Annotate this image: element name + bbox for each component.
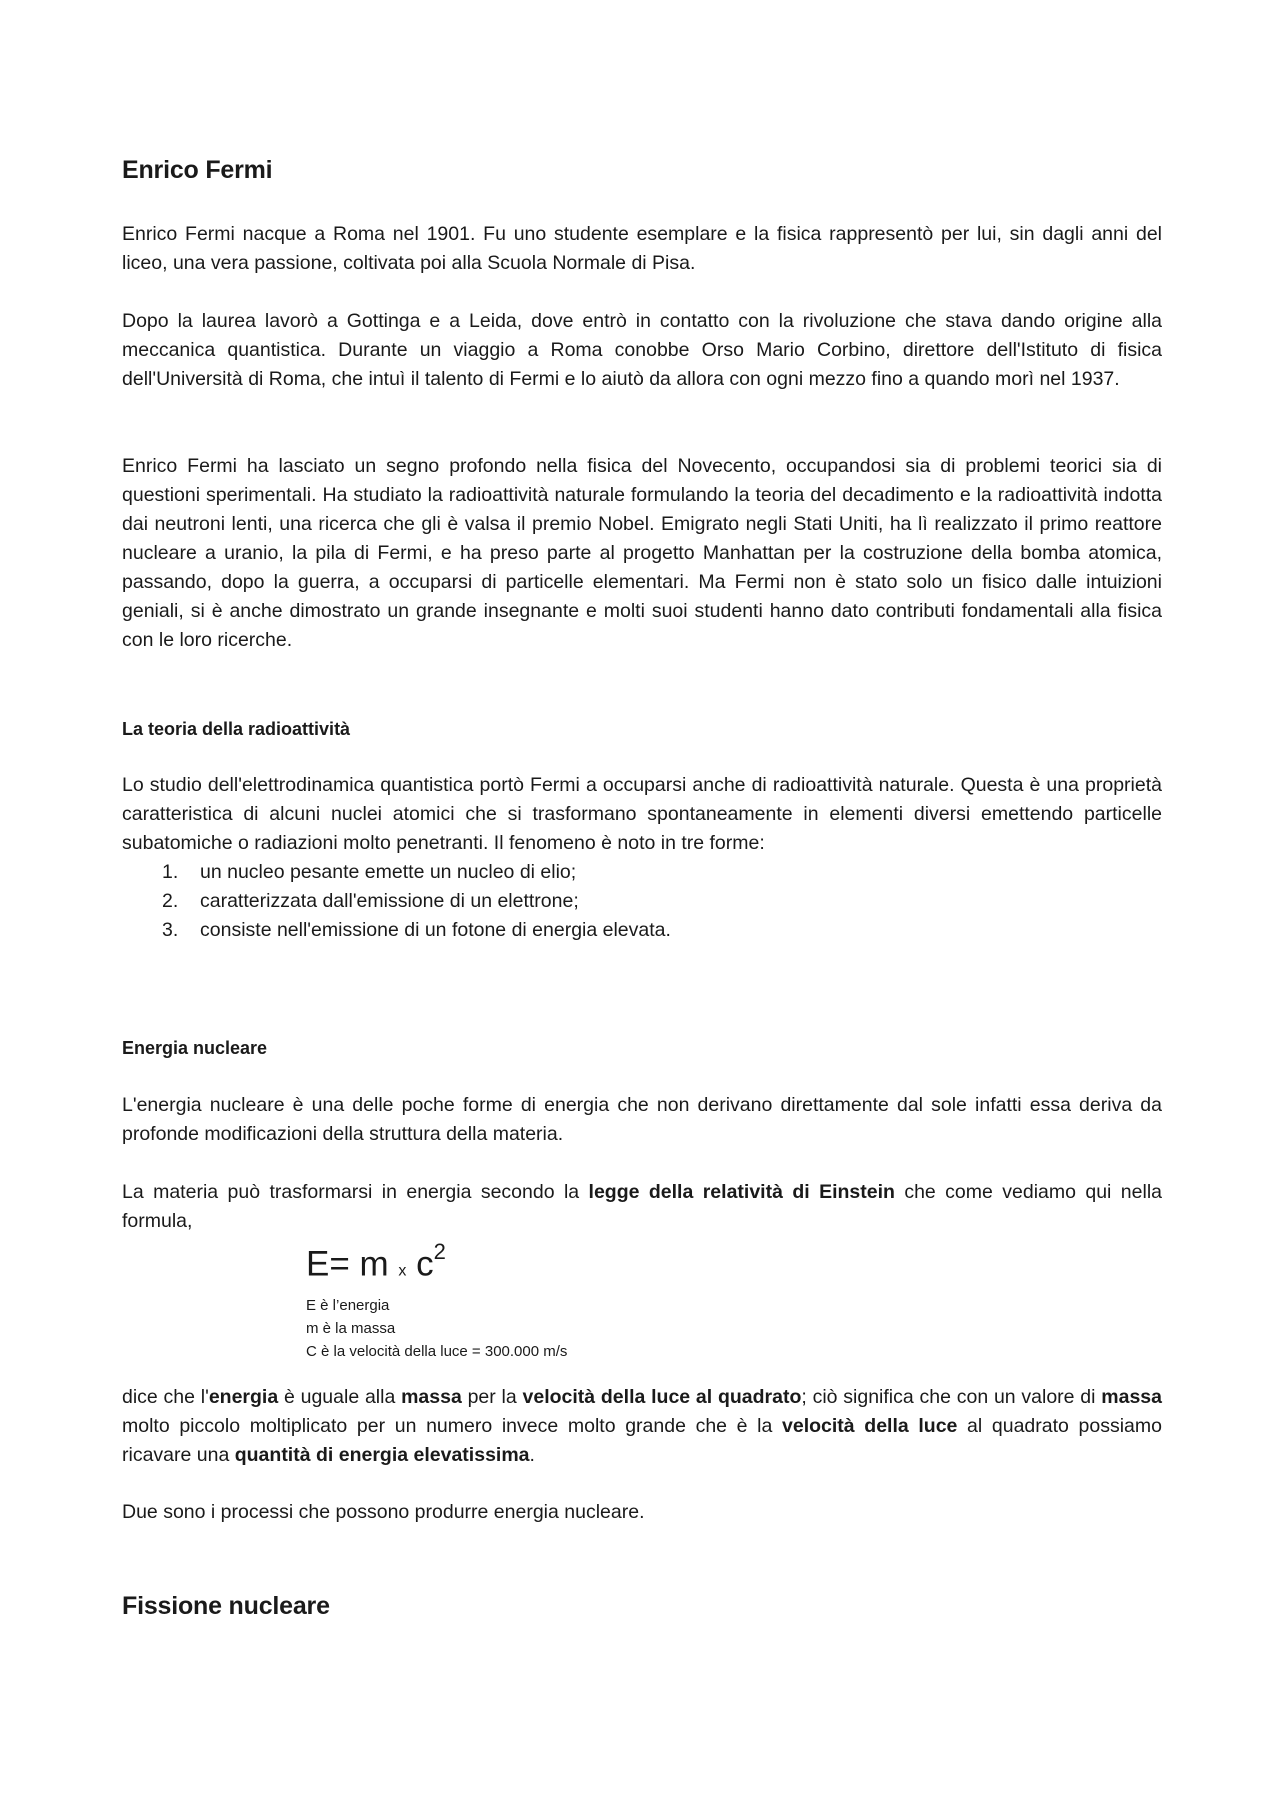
section-heading-fission: Fissione nucleare: [122, 1592, 330, 1620]
list-item: [122, 858, 1162, 887]
list-item-text: un nucleo pesante emette un nucleo di elio;: [200, 861, 577, 883]
formula-legend-line: C è la velocità della luce = 300.000 m/s: [306, 1342, 568, 1360]
list-item: [122, 916, 1162, 945]
page-title: Enrico Fermi: [122, 156, 273, 184]
section-heading-radioactivity: La teoria della radioattività: [122, 719, 351, 739]
einstein-formula: [306, 1236, 567, 1363]
list-item-text: consiste nell'emissione di un fotone di energia elevata.: [200, 919, 671, 941]
list-item-number: 3.: [162, 919, 179, 941]
nuclear-energy-paragraph-2: La materia può trasformarsi in energia secondo la legge della relatività di Einstein che come vediamo qui nella formula,: [122, 1181, 1162, 1232]
formula-legend-line: E è l’energia: [306, 1296, 390, 1314]
einstein-law-emphasis: legge della relatività di Einstein: [588, 1181, 895, 1203]
intro-paragraph-1: Enrico Fermi nacque a Roma nel 1901. Fu uno studente esemplare e la fisica rappresentò per lui, sin dagli anni del liceo, una vera passione, coltivata poi alla Scuola Normale di Pisa.: [122, 223, 1162, 274]
list-item: [122, 887, 1162, 916]
nuclear-energy-paragraph-4: Due sono i processi che possono produrre energia nucleare.: [122, 1501, 645, 1523]
intro-paragraph-2: Dopo la laurea lavorò a Gottinga e a Leida, dove entrò in contatto con la rivoluzione che stava dando origine alla meccanica quantistica. Durante un viaggio a Roma conobbe Orso Mario Corbino, direttore dell'Istituto di fisica dell'Università di Roma, che intuì il talento di Fermi e lo aiutò da allora con ogni mezzo fino a quando morì nel 1937.: [122, 310, 1162, 390]
list-item-number: 1.: [162, 861, 179, 883]
radioactivity-paragraph: Lo studio dell'elettrodinamica quantistica portò Fermi a occuparsi anche di radioattività naturale. Questa è una proprietà caratteristica di alcuni nuclei atomici che si trasformano spontaneamente in elementi diversi emettendo particelle subatomiche o radiazioni molto penetranti. Il fenomeno è noto in tre forme:: [122, 774, 1162, 854]
radioactivity-forms-list: [122, 858, 1162, 945]
list-item-text: caratterizzata dall'emissione di un elettrone;: [200, 890, 579, 912]
list-item-number: 2.: [162, 890, 179, 912]
intro-paragraph-3: Enrico Fermi ha lasciato un segno profondo nella fisica del Novecento, occupandosi sia di problemi teorici sia di questioni sperimentali. Ha studiato la radioattività naturale formulando la teoria del decadimento e la radioattività indotta dai neutroni lenti, una ricerca che gli è valsa il premio Nobel. Emigrato negli Stati Uniti, ha lì realizzato il primo reattore nucleare a uranio, la pila di Fermi, e ha preso parte al progetto Manhattan per la costruzione della bomba atomica, passando, dopo la guerra, a occuparsi di particelle elementari. Ma Fermi non è stato solo un fisico dalle intuizioni geniali, si è anche dimostrato un grande insegnante e molti suoi studenti hanno dato contributi fondamentali alla fisica con le loro ricerche.: [122, 455, 1162, 651]
section-heading-nuclear-energy: Energia nucleare: [122, 1038, 268, 1058]
formula-legend-line: m è la massa: [306, 1319, 396, 1337]
nuclear-energy-paragraph-3: dice che l'energia è uguale alla massa per la velocità della luce al quadrato; ciò significa che con un valore di massa molto piccolo moltiplicato per un numero invece molto grande che è la velocità della luce al quadrato possiamo ricavare una quantità di energia elevatissima.: [122, 1386, 1162, 1466]
formula-equation: E= m x $c^2$: [306, 1239, 446, 1284]
nuclear-energy-paragraph-1: L'energia nucleare è una delle poche forme di energia che non derivano direttamente dal sole infatti essa deriva da profonde modificazioni della struttura della materia.: [122, 1094, 1162, 1145]
formula-legend: [306, 1294, 567, 1363]
